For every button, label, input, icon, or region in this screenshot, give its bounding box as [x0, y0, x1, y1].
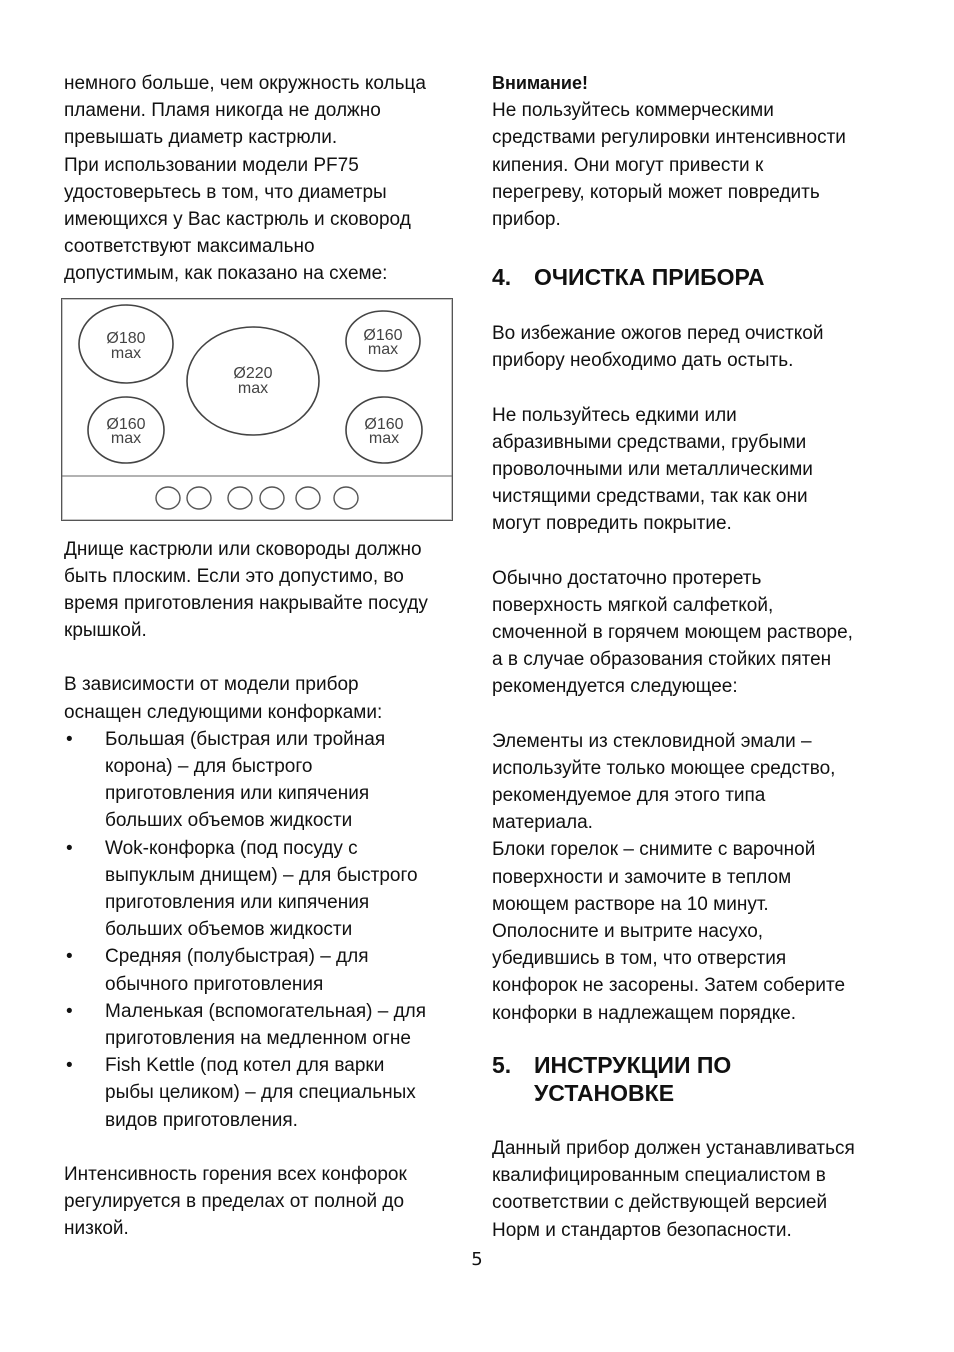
section-4-heading	[492, 263, 902, 291]
right-column	[492, 70, 902, 1244]
text-line: приготовления или кипячения	[105, 783, 370, 805]
diameter-label: Ø160	[364, 415, 404, 433]
text-line: поверхность мягкой салфеткой,	[492, 594, 774, 616]
text-line: имеющихся у Вас кастрюль и сковород	[64, 209, 411, 231]
max-label: max	[110, 429, 142, 447]
text-line: приготовления или кипячения	[105, 892, 370, 914]
burner-diameter-diagram	[61, 298, 453, 521]
intensity-paragraph	[64, 1161, 464, 1243]
text-line: Блоки горелок – снимите с варочной	[492, 839, 816, 861]
text-line: При использовании модели PF75	[64, 154, 359, 176]
text-line: обычного приготовления	[105, 973, 324, 995]
text-line: смоченной в горячем моющем растворе,	[492, 622, 853, 644]
text-line: В зависимости от модели прибор	[64, 674, 359, 696]
diameter-label: Ø180	[106, 329, 146, 347]
page-number: 5	[471, 1249, 483, 1270]
flat-bottom-paragraph	[64, 536, 464, 645]
text-line: рекомендуемое для этого типа	[492, 785, 766, 807]
text-line: больших объемов жидкости	[105, 919, 353, 941]
text-line: приготовления на медленном огне	[105, 1028, 411, 1050]
text-line: Ополосните и вытрите насухо,	[492, 921, 764, 943]
text-line: рыбы целиком) – для специальных	[105, 1082, 416, 1104]
wipe-paragraph	[492, 565, 902, 701]
intro-paragraph	[64, 70, 464, 288]
list-item	[64, 726, 464, 835]
burners-intro-paragraph	[64, 671, 464, 725]
text-line: Во избежание ожогов перед очисткой	[492, 323, 824, 345]
text-line: превышать диаметр кастрюли.	[64, 127, 338, 149]
text-line: Не пользуйтесь едкими или	[492, 404, 737, 426]
text-line: Элементы из стекловидной эмали –	[492, 730, 812, 752]
max-label: max	[367, 340, 399, 358]
section-number: 5.	[492, 1051, 512, 1078]
section-5-heading	[492, 1051, 902, 1107]
text-line: абразивными средствами, грубыми	[492, 431, 807, 453]
text-line: Днище кастрюли или сковороды должно	[64, 538, 422, 560]
diameter-label: Ø160	[106, 415, 146, 433]
text-line: допустимым, как показано на схеме:	[64, 263, 388, 285]
text-line: Норм и стандартов безопасности.	[492, 1219, 792, 1241]
text-line: конфорки в надлежащем порядке.	[492, 1002, 797, 1024]
section-title	[534, 1051, 731, 1107]
text-line: крышкой.	[64, 620, 147, 642]
text-line: пламени. Пламя никогда не должно	[64, 100, 381, 122]
text-line: используйте только моющее средство,	[492, 757, 836, 779]
text-line: а в случае образования стойких пятен	[492, 649, 832, 671]
list-item	[64, 1052, 464, 1134]
text-line: Данный прибор должен устанавливаться	[492, 1137, 855, 1159]
text-line: перегреву, который может повредить	[492, 181, 820, 203]
text-line: Не пользуйтесь коммерческими	[492, 100, 774, 122]
text-line: быть плоским. Если это допустимо, во	[64, 565, 404, 587]
text-line: поверхности и замочите в теплом	[492, 866, 792, 888]
text-line: Обычно достаточно протереть	[492, 567, 762, 589]
text-line: • Fish Kettle (под котел для варки	[105, 1055, 385, 1077]
section-title-line: УСТАНОВКЕ	[534, 1079, 675, 1106]
burner-types-list	[64, 726, 464, 1134]
text-line: конфорок не засорены. Затем соберите	[492, 975, 846, 997]
text-line: • Маленькая (вспомогательная) – для	[105, 1000, 427, 1022]
text-line: • Средняя (полубыстрая) – для	[105, 946, 369, 968]
left-column	[64, 70, 464, 1243]
warning-block	[492, 70, 902, 233]
text-line: проволочными или металлическими	[492, 459, 813, 481]
text-line: убедившись в том, что отверстия	[492, 948, 787, 970]
text-line: оснащен следующими конфорками:	[64, 701, 383, 723]
max-label: max	[110, 344, 142, 362]
cool-paragraph	[492, 320, 902, 374]
warning-title: Внимание!	[492, 73, 588, 93]
diameter-label: Ø160	[363, 326, 403, 344]
max-label: max	[237, 379, 269, 397]
enamel-paragraph	[492, 728, 902, 1027]
list-item	[64, 835, 464, 944]
install-paragraph	[492, 1135, 902, 1244]
text-line: выпуклым днищем) – для быстрого	[105, 864, 418, 886]
text-line: • Большая (быстрая или тройная	[105, 728, 386, 750]
text-line: удостоверьтесь в том, что диаметры	[64, 181, 387, 203]
abrasive-paragraph	[492, 402, 902, 538]
section-title-line: ИНСТРУКЦИИ ПО	[534, 1051, 732, 1078]
list-item	[64, 998, 464, 1052]
text-line: материала.	[492, 812, 593, 834]
text-line: больших объемов жидкости	[105, 810, 353, 832]
text-line: кипения. Они могут привести к	[492, 154, 764, 176]
text-line: низкой.	[64, 1218, 129, 1240]
text-line: корона) – для быстрого	[105, 756, 313, 778]
text-line: рекомендуется следующее:	[492, 676, 738, 698]
diameter-label: Ø220	[233, 364, 273, 382]
text-line: регулируется в пределах от полной до	[64, 1191, 405, 1213]
max-label: max	[368, 429, 400, 447]
text-line: прибор.	[492, 209, 561, 231]
text-line: Интенсивность горения всех конфорок	[64, 1163, 407, 1185]
section-title: ОЧИСТКА ПРИБОРА	[534, 264, 765, 291]
text-line: видов приготовления.	[105, 1109, 298, 1131]
text-line: квалифицированным специалистом в	[492, 1165, 826, 1187]
text-line: прибору необходимо дать остыть.	[492, 350, 794, 372]
text-line: соответствии с действующей версией	[492, 1192, 828, 1214]
list-item	[64, 943, 464, 997]
text-line: время приготовления накрывайте посуду	[64, 593, 428, 615]
text-line: соответствуют максимально	[64, 236, 315, 258]
text-line: моющем растворе на 10 минут.	[492, 893, 769, 915]
text-line: • Wok-конфорка (под посуду с	[105, 837, 358, 859]
section-number: 4.	[492, 264, 512, 291]
text-line: чистящими средствами, так как они	[492, 486, 808, 508]
text-line: средствами регулировки интенсивности	[492, 127, 846, 149]
text-line: немного больше, чем окружность кольца	[64, 73, 426, 94]
text-line: могут повредить покрытие.	[492, 513, 732, 535]
